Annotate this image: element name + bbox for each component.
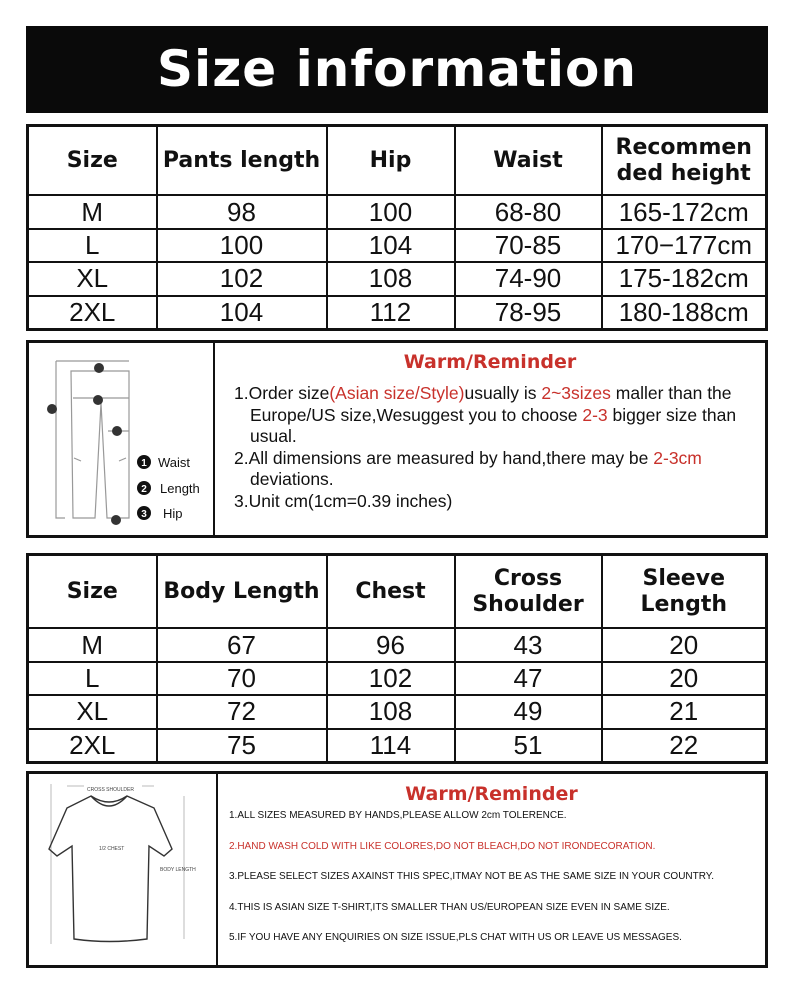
table-cell: M xyxy=(28,628,157,661)
table-cell: L xyxy=(28,229,157,262)
note-text: usually is xyxy=(464,383,542,403)
table-cell: 21 xyxy=(602,695,767,728)
note-3: 3.PLEASE SELECT SIZES AXAINST THIS SPEC,ITMAY NOT BE AS THE SAME SIZE IN YOUR COUNTRY. xyxy=(229,871,714,882)
header-cell: Waist xyxy=(455,126,602,196)
table-cell: 108 xyxy=(327,262,455,295)
pants-measure-illustration xyxy=(29,343,213,535)
half-chest-label: 1/2 CHEST xyxy=(99,846,125,852)
page-title: Size information xyxy=(26,26,768,113)
table-cell: XL xyxy=(28,695,157,728)
header-cell: Recommen ded height xyxy=(602,126,767,196)
table-cell: 78-95 xyxy=(455,296,602,330)
table-row xyxy=(28,296,767,330)
note-2 xyxy=(234,448,764,491)
svg-text:1: 1 xyxy=(141,458,147,469)
table-cell: 180-188cm xyxy=(602,296,767,330)
table-header-row xyxy=(28,126,767,196)
header-cell: Size xyxy=(28,126,157,196)
table-cell: 100 xyxy=(157,229,327,262)
table-cell: XL xyxy=(28,262,157,295)
table-row xyxy=(28,229,767,262)
table-header-row xyxy=(28,555,767,629)
header-cell: Chest xyxy=(327,555,455,629)
table-cell: 68-80 xyxy=(455,195,602,228)
table-cell: 170−177cm xyxy=(602,229,767,262)
svg-text:3: 3 xyxy=(141,509,147,520)
pants-size-table xyxy=(26,124,768,331)
note-1 xyxy=(234,383,764,448)
note-highlight: 2-3cm xyxy=(653,447,702,468)
table-cell: 102 xyxy=(157,262,327,295)
note-2: 2.HAND WASH COLD WITH LIKE COLORES,DO NOT BLEACH,DO NOT IRONDECORATION. xyxy=(229,840,656,852)
table-cell: 104 xyxy=(157,296,327,330)
header-cell: Body Length xyxy=(157,555,327,629)
table-cell: 22 xyxy=(602,729,767,763)
cross-shoulder-label: CROSS SHOULDER xyxy=(87,787,134,793)
header-cell: Size xyxy=(28,555,157,629)
table-cell: 2XL xyxy=(28,296,157,330)
table-cell: 72 xyxy=(157,695,327,728)
table-cell: M xyxy=(28,195,157,228)
table-cell: 20 xyxy=(602,662,767,695)
header-cell: Hip xyxy=(327,126,455,196)
table-cell: 43 xyxy=(455,628,602,661)
svg-text:2: 2 xyxy=(141,484,147,495)
table-cell: 108 xyxy=(327,695,455,728)
table-cell: 70-85 xyxy=(455,229,602,262)
pants-reminder-box xyxy=(26,340,768,538)
table-cell: 74-90 xyxy=(455,262,602,295)
note-text: 2.All dimensions are measured by hand,there may be xyxy=(234,447,654,468)
reminder-notes xyxy=(229,810,769,963)
table-cell: 96 xyxy=(327,628,455,661)
table-cell: 104 xyxy=(327,229,455,262)
table-cell: 2XL xyxy=(28,729,157,763)
table-cell: 75 xyxy=(157,729,327,763)
note-text: bigger size than usual. xyxy=(250,404,737,446)
table-cell: 114 xyxy=(327,729,455,763)
note-3: 3.Unit cm(1cm=0.39 inches) xyxy=(234,490,453,511)
note-text: deviations. xyxy=(250,469,334,489)
reminder-title: Warm/Reminder xyxy=(403,351,577,373)
note-4: 4.THIS IS ASIAN SIZE T-SHIRT,ITS SMALLER THAN US/EUROPEAN SIZE EVEN IN SAME SIZE. xyxy=(229,901,670,913)
legend-length: Length xyxy=(160,481,200,496)
table-cell: 175-182cm xyxy=(602,262,767,295)
note-highlight: (Asian size/Style) xyxy=(329,383,465,403)
body-length-label: BODY LENGTH xyxy=(160,867,196,873)
note-1: 1.ALL SIZES MEASURED BY HANDS,PLEASE ALLOW 2cm TOLERENCE. xyxy=(229,810,567,821)
table-cell: 47 xyxy=(455,662,602,695)
legend-hip: Hip xyxy=(163,506,183,521)
table-cell: 51 xyxy=(455,729,602,763)
note-highlight: 2~3sizes xyxy=(541,383,611,403)
note-highlight: 2-3 xyxy=(582,404,608,425)
table-cell: 49 xyxy=(455,695,602,728)
table-cell: 20 xyxy=(602,628,767,661)
table-cell: 100 xyxy=(327,195,455,228)
header-cell: Pants length xyxy=(157,126,327,196)
header-cell: Sleeve Length xyxy=(602,555,767,629)
table-cell: 98 xyxy=(157,195,327,228)
reminder-title: Warm/Reminder xyxy=(405,783,578,805)
header-cell: Cross Shoulder xyxy=(455,555,602,629)
table-row xyxy=(28,628,767,661)
table-cell: 102 xyxy=(327,662,455,695)
table-cell: L xyxy=(28,662,157,695)
pants-diagram xyxy=(29,343,215,535)
shirt-size-table xyxy=(26,553,768,764)
table-cell: 165-172cm xyxy=(602,195,767,228)
note-text: maller than the Europe/US size,Wesuggest you to choose xyxy=(250,383,732,425)
table-row xyxy=(28,262,767,295)
note-text: 1.Order size xyxy=(234,383,330,403)
reminder-notes xyxy=(234,383,764,512)
note-5: 5.IF YOU HAVE ANY ENQUIRIES ON SIZE ISSUE,PLS CHAT WITH US OR LEAVE US MESSAGES. xyxy=(229,932,682,943)
table-cell: 70 xyxy=(157,662,327,695)
shirt-reminder-box xyxy=(26,771,768,968)
table-row xyxy=(28,195,767,228)
table-cell: 67 xyxy=(157,628,327,661)
shirt-diagram xyxy=(29,774,218,965)
table-cell: 112 xyxy=(327,296,455,330)
table-row xyxy=(28,729,767,763)
table-row xyxy=(28,695,767,728)
table-row xyxy=(28,662,767,695)
legend-waist: Waist xyxy=(158,455,191,470)
